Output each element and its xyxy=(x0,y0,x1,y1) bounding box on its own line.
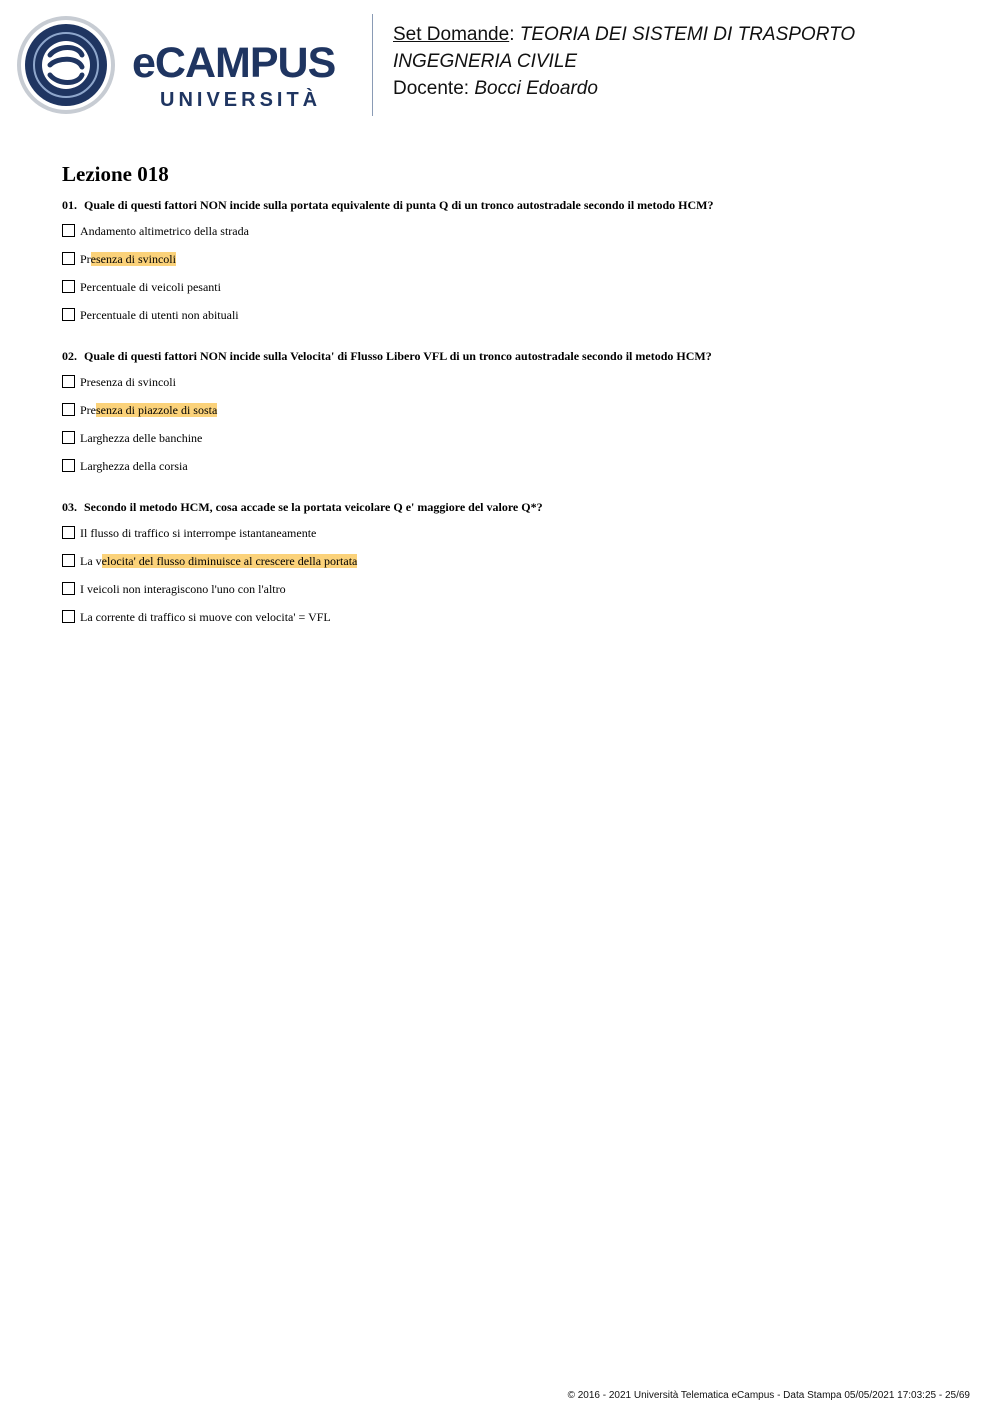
option-text: Il flusso di traffico si interrompe istantaneamente xyxy=(80,526,317,540)
checkbox[interactable] xyxy=(62,403,75,416)
question-text: Quale di questi fattori NON incide sulla Velocita' di Flusso Libero VFL di un tronco autostradale secondo il metodo HCM? xyxy=(84,349,712,363)
checkbox[interactable] xyxy=(62,582,75,595)
checkbox[interactable] xyxy=(62,554,75,567)
option-text: Pr xyxy=(80,252,91,266)
checkbox[interactable] xyxy=(62,526,75,539)
option-text: Pre xyxy=(80,403,96,417)
question-02 xyxy=(62,348,712,364)
question-text: Quale di questi fattori NON incide sulla portata equivalente di punta Q di un tronco autostradale secondo il metodo HCM? xyxy=(84,198,714,212)
checkbox[interactable] xyxy=(62,459,75,472)
highlighted-text: senza di piazzole di sosta xyxy=(96,403,218,417)
option-text: I veicoli non interagiscono l'uno con l'altro xyxy=(80,582,286,596)
page-header xyxy=(0,0,1000,130)
checkbox[interactable] xyxy=(62,252,75,265)
brand-name: eCAMPUS xyxy=(132,39,336,87)
option-text: Larghezza delle banchine xyxy=(80,431,203,445)
question-number: 01. xyxy=(62,198,77,212)
question-01 xyxy=(62,197,713,213)
highlighted-text: esenza di svincoli xyxy=(90,252,176,266)
course-title: TEORIA DEI SISTEMI DI TRASPORTO xyxy=(519,24,856,45)
option-text: La corrente di traffico si muove con velocita' = VFL xyxy=(80,610,331,624)
page-footer: © 2016 - 2021 Università Telematica eCampus - Data Stampa 05/05/2021 17:03:25 - 25/69 xyxy=(567,1390,970,1401)
checkbox[interactable] xyxy=(62,375,75,388)
option-text: Larghezza della corsia xyxy=(80,459,188,473)
checkbox[interactable] xyxy=(62,224,75,237)
checkbox[interactable] xyxy=(62,308,75,321)
option-text: La v xyxy=(80,554,102,568)
option-text: Presenza di svincoli xyxy=(80,375,176,389)
checkbox[interactable] xyxy=(62,280,75,293)
question-03 xyxy=(62,499,543,515)
docente-name: Bocci Edoardo xyxy=(474,78,598,99)
option-text: Percentuale di veicoli pesanti xyxy=(80,280,221,294)
set-label: Set Domande xyxy=(393,24,510,45)
checkbox[interactable] xyxy=(62,610,75,623)
header-divider xyxy=(372,14,373,116)
lesson-title: Lezione 018 xyxy=(62,162,169,186)
question-text: Secondo il metodo HCM, cosa accade se la portata veicolare Q e' maggiore del valore Q*? xyxy=(84,500,543,514)
option-text: Percentuale di utenti non abituali xyxy=(80,308,239,322)
docente-label: Docente: xyxy=(393,78,475,99)
ecampus-wordmark xyxy=(132,38,362,118)
university-seal-logo xyxy=(16,15,116,115)
question-number: 02. xyxy=(62,349,77,363)
course-info xyxy=(393,21,855,102)
highlighted-text: elocita' del flusso diminuisce al crescere della portata xyxy=(101,554,358,568)
question-number: 03. xyxy=(62,500,77,514)
option-text: Andamento altimetrico della strada xyxy=(80,224,249,238)
checkbox[interactable] xyxy=(62,431,75,444)
degree-name: INGEGNERIA CIVILE xyxy=(393,51,578,72)
brand-subtitle: UNIVERSITÀ xyxy=(160,89,322,111)
set-separator: : xyxy=(509,24,520,45)
